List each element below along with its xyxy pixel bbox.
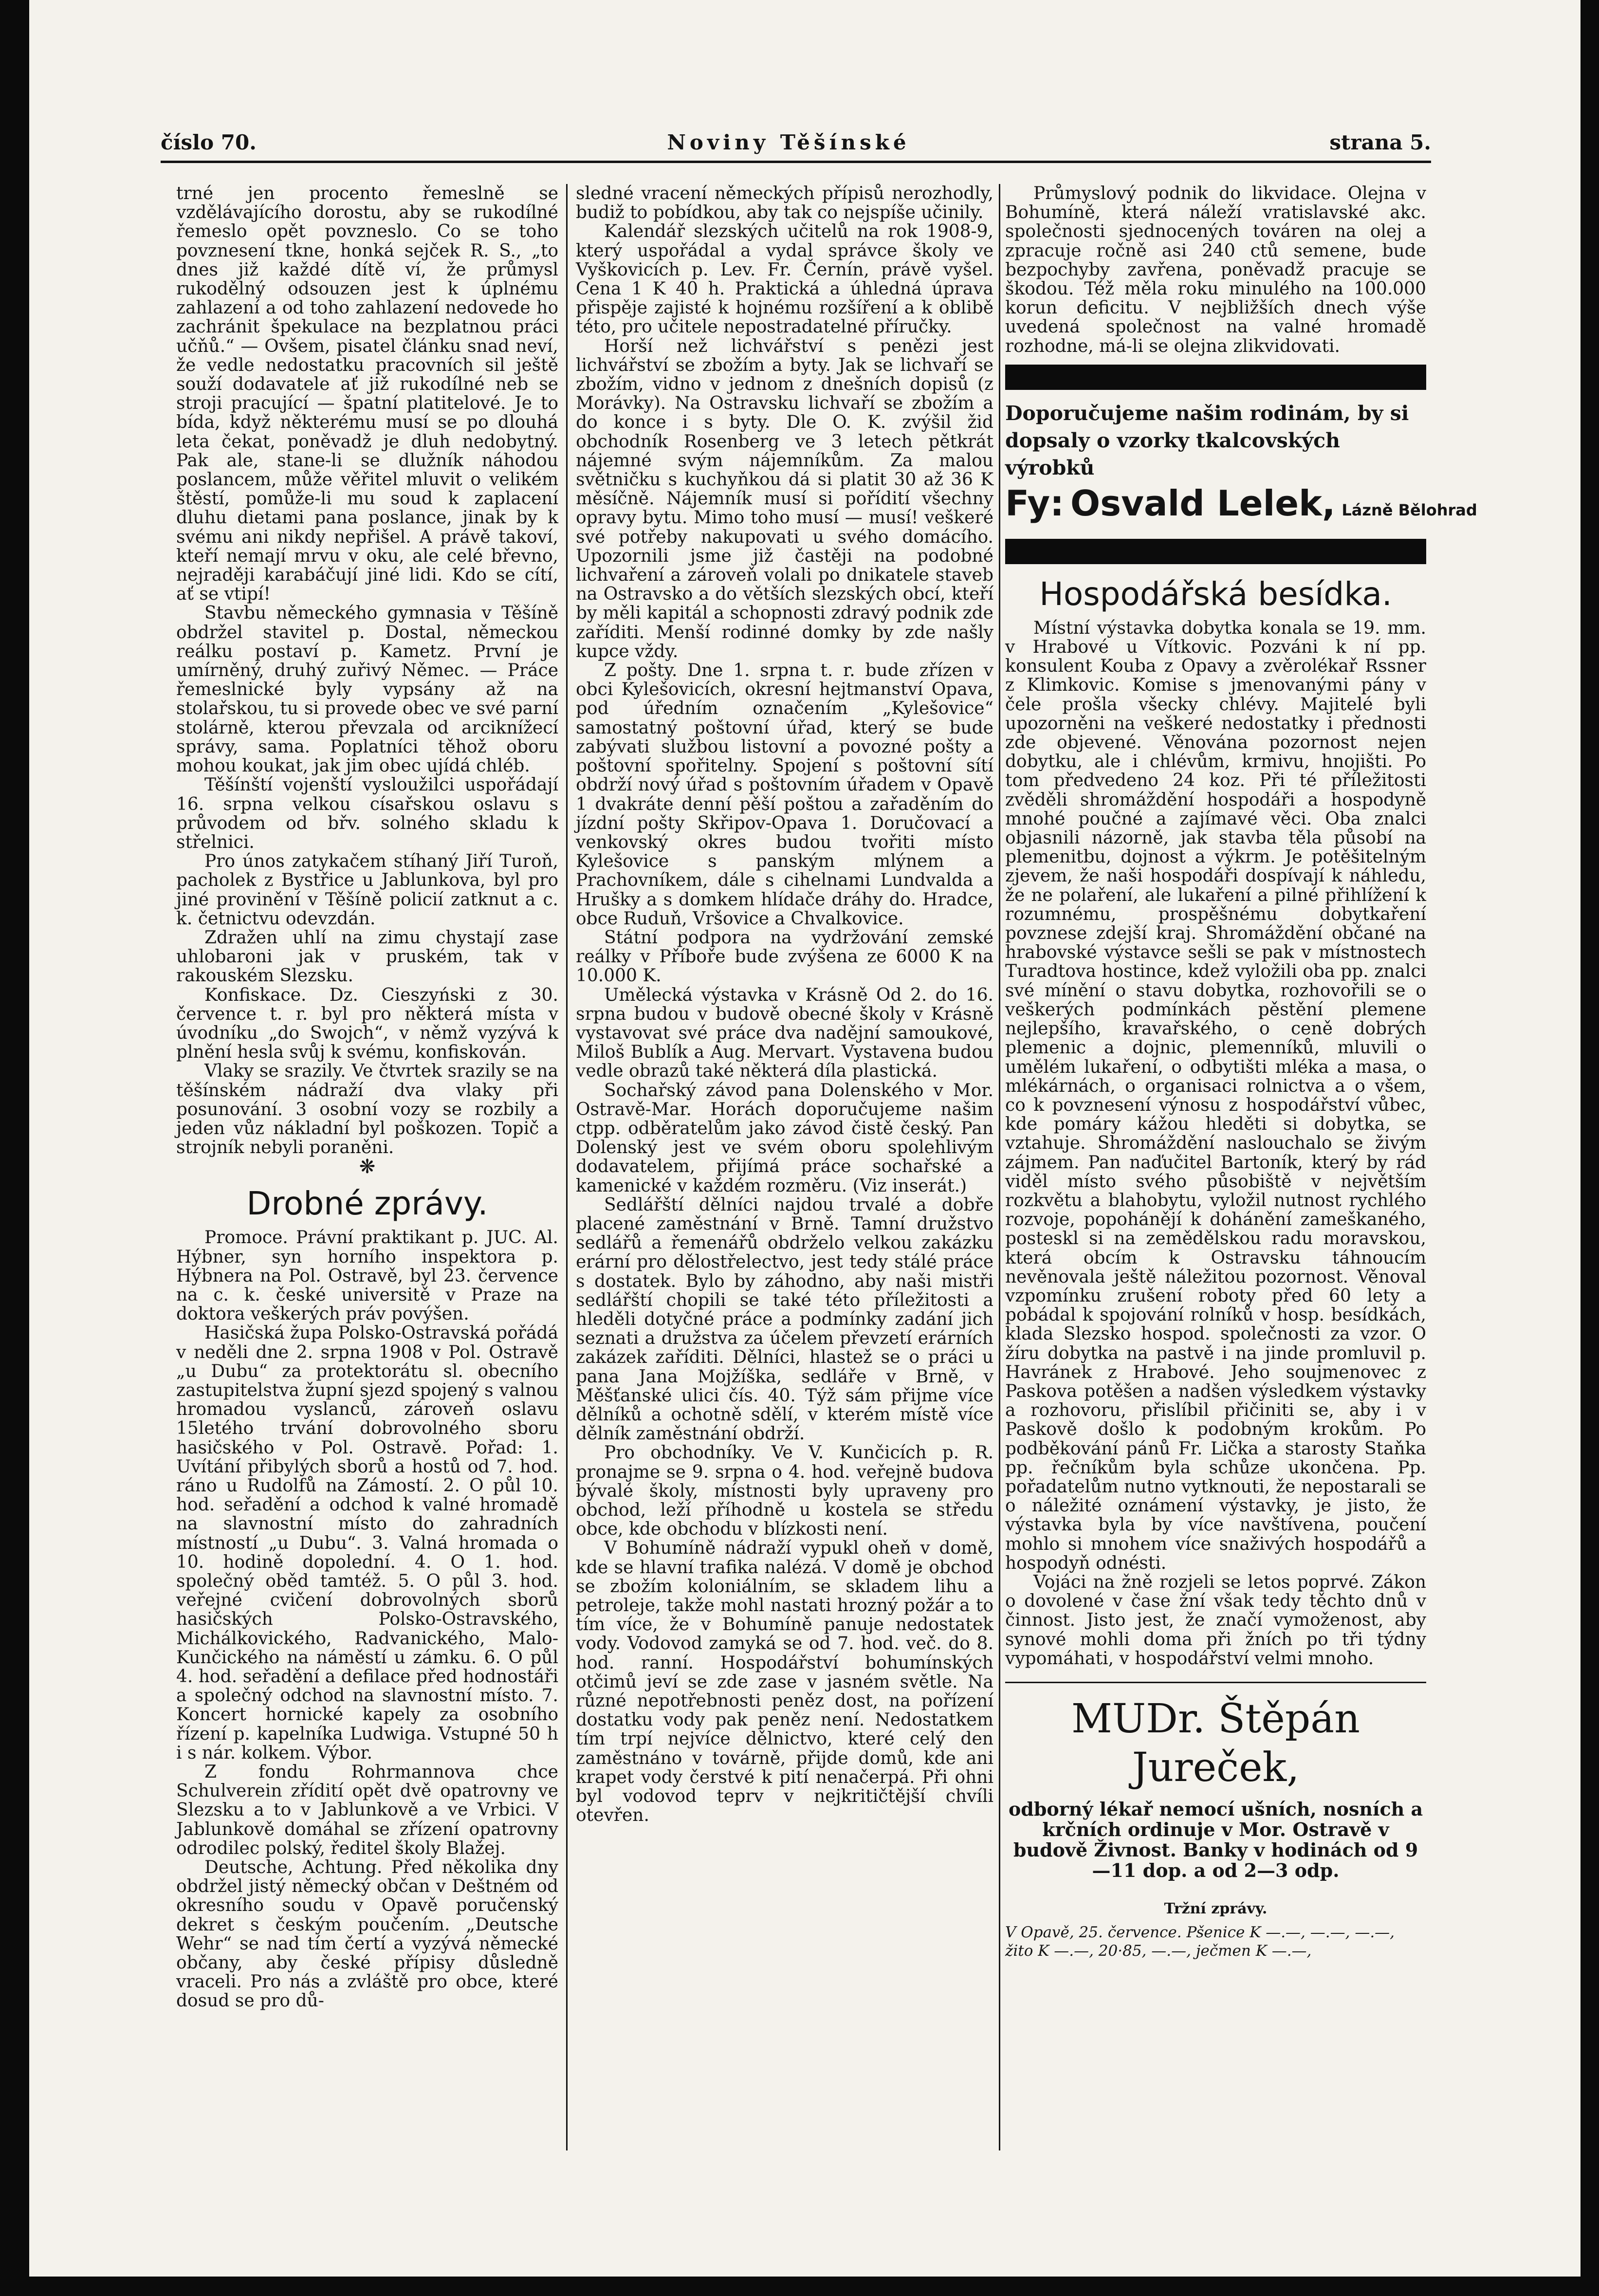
- article-text: Z pošty. Dne 1. srpna t. r. bude zřízen v obci Kylešovicích, okresní hejtmanství Opava, pod úředním označením „Kylešovice“ samostatný poštovní úřad, který se bude zabývati službou listovní a povozné pošty a poštovní spořitelny. Spojení s poštovní sítí obdrží nový úřad s poštovním úřadem v Opavě 1 dvakráte denní pěší poštou a zařaděním do jízdní pošty Skřipov-Opava 1. Doručovací a venkovský okres budou tvořiti místo Kylešovice s panským mlýnem a Prachovníkem, dále s cihelnami Lundvalda a Hrušky a s domkem hlídače dráhy do. Hradce, obce Ruduň, Vršovice a Chvalkovice.: [576, 661, 993, 929]
- article-text: Vojáci na žně rozjeli se letos poprvé. Zákon o dovolené v čase žní však tedy těchto dnů v činnost. Jisto jest, že značí vymoženost, aby synové mohli doma při žních po tři týdny vypomáhati, v hospodářství velmi mnoho.: [1005, 1572, 1426, 1669]
- article-text: Místní výstavka dobytka konala se 19. mm. v Hrabové u Vítkovic. Pozváni k ní pp. konsulent Kouba z Opavy a zvěrolékař Rssner z Klimkovic. Komise s jmenovanými pány v čele prošla všecky chlévy. Majitelé byli upozorněni na veškeré nedostatky i přednosti zde objevené. Věnována pozornost nejen dobytku, ale i chlévům, krmivu, hnojišti. Po tom předvedeno 24 koz. Při té příležitosti zvěděli shromáždění hospodáři a hospodyně mnohé poučné a zajímavé věci. Oba znalci objasnili názorně, jak stavba těla působí na plemenitbu, dojnost a výkrm. Je potěšitelným zjevem, že naši hospodáři dospívají k náhledu, že ne polaření, ale lukaření a pilné přihlížení k rozumnému, prospěšnému dobytkaření povznese zdejší kraj. Shromáždění občané na hrabovské výstavce sešli se pak v místnostech Turadtova hostince, kdež vyložili oba pp. znalci své mínění o stavu dobytka, rozhovořili se o veškerých podmínkách pěstění plemene nejlepšího, kravařského, o ceně dobrých plemenic a dojnic, plemenníků, mluvili o umělém lukaření, o odbytišti mléka a masa, o mlékárnách, o organisaci rolnictva a o všem, co k povznesení výnosu z hospodářství vůbec, kde pomáry kážou hleděti si dobytka, se vztahuje. Shromáždění naslouchalo se živým zájmem. Pan naďučitel Bartoník, který by rád viděl místo svého působiště v největším rozkvětu a blahobytu, vyložil nutnost rychlého rozvoje, popohánějí k dohánění zameškaného, posteskl si na zemědělskou radu moravskou, která obcím k Ostravsku táhnoucím nevěnovala ještě náležitou pozornost. Věnoval vzpomínku zrušení roboty před 60 lety a pobádal k spojování rolníků v hosp. besídkách, klada Slezsko hospod. společnosti za vzor. O žíru dobytka na pastvě i na jinde promluvil p. Havránek z Hrabové. Jeho soujmenovec z Paskova potěšen a nadšen výsledkem výstavky a rozhovoru, přislíbil přičiniti se, aby i v Paskově došlo k podobným krokům. Po podběkování pánů Fr. Lička a starosty Staňka pp. řečníkům byla schůze ukončena. Pp. pořadatelům nutno vytknouti, že nepostarali se o náležité oznámení výstavky, je jisto, že výstavka byla by více navštívena, poučení mohlo si mnohem více snaživých hospodářů a hospodyň odnésti.: [1005, 618, 1426, 1573]
- issue-number: číslo 70.: [161, 130, 257, 154]
- market-title: Tržní zprávy.: [1164, 1900, 1268, 1917]
- article-text: Sedlářští dělníci najdou trvalé a dobře placené zaměstnání v Brně. Tamní družstvo sedlářů a řemenářů obdrželo velkou zakázku erární pro dělostřelectvo, jest tedy stálé práce s dostatek. Bylo by záhodno, aby naši mistři sedlářští chopili se také této příležitosti a hleděli dotyčné práce a podmínky zadání jich seznati a družstva za účelem převzetí erárních zakázek zaříditi. Dělníci, hlastež se o práci u pana Jana Mojžíška, sedláře v Brně, v Měšťanské ulici čís. 40. Týž sám přijme více dělníků a ochotně sdělí, v kterém místě více dělník zaměstnání obdrží.: [576, 1194, 993, 1444]
- article-text: Pro obchodníky. Ve V. Kunčicích p. R. pronajme se 9. srpna o 4. hod. veřejně budova bývalé školy, místnosti byly upraveny pro obchod, leží příhodně u kostela se středu obce, kde obchodu v blízkosti není.: [576, 1443, 993, 1540]
- column-3: [1005, 184, 1477, 2141]
- article-text: Promoce. Právní praktikant p. JUC. Al. Hýbner, syn horního inspektora p. Hýbnera na Pol. Ostravě, byl 23. července na c. k. české universitě v Praze na doktora veškerých práv povýšen.: [176, 1228, 558, 1324]
- ad-rule: [1005, 1682, 1426, 1683]
- article-text: trné jen procento řemeslně se vzdělávajícího dorostu, aby se rukodílné řemeslo opět povzneslo. Co se toho povznesení tkne, honká sejček R. S., „to dnes již každé dítě ví, že průmysl rukodělný odsouzen jest k úplnému zahlazení a od toho zahlazení nedovede ho zachránit špekulace na bezplatnou práci učňů.“ — Ovšem, pisatel článku snad neví, že vedle nedostatku pracovních sil ještě souží dodavatele ať již rukodílné neb se stroji pracující — špatní platitelové. Je to bída, když některému musí se po dlouhá leta čekat, poněvadž je dluh nedobytný. Pak ale, stane-li se dlužník náhodou poslancem, může věřitel mluvit o velikém štěstí, pomůže-li mu soud k zaplacení dluhu dietami pana poslance, jinak by k svému ani nikdy nepřišel. A právě takoví, kteří nemají mrvu v oku, ale celé břevno, nejraději karabáčují jiné lidi. Kdo se cítí, ať se vtipí!: [176, 184, 558, 605]
- article-text: Průmyslový podnik do likvidace. Olejna v Bohumíně, která náleží vratislavské akc. společnosti sjednocených továren na olej a zpracuje ročně asi 240 ctů semene, bude bezpochyby zavřena, poněvadž pracuje se škodou. Též měla roku minulého na 100.000 korun deficitu. V nejbližších dnech výše uvedená společnost na valné hromadě rozhodne, má-li se olejna zlikvidovati.: [1005, 184, 1426, 356]
- masthead-title: Noviny Těšínské: [667, 130, 910, 154]
- column-divider: [999, 184, 1000, 2150]
- article-text: Kalendář slezských učitelů na rok 1908-9, který uspořádal a vydal správce školy ve Vyškovicích p. Lev. Fr. Černín, právě vyšel. Cena 1 K 40 h. Praktická a úhledná úprava přispěje zajisté k hojnému rozšíření a k oblibě této, pro učitele nepostradatelné příručky.: [576, 221, 993, 337]
- market-prices: V Opavě, 25. července. Pšenice K —.—, —.—, —.—, žito K —.—, 20·85, —.—, ječmen K —.—,: [1005, 1924, 1395, 1960]
- column-divider: [566, 184, 568, 2150]
- article-text: Horší než lichvářství s penězi jest lichvářství se zbožím a byty. Jak se lichvaří se zbožím, vidno v jednom z dnešních dopisů (z Morávky). Na Ostravsku lichvaří se zbožím a do konce i s byty. Dle O. K. zvýšil žid obchodník Rosenberg ve 3 letech pětkrát nájemné svým nájemníkům. Za malou světničku s kuchyňkou dá si platit 30 až 36 K měsíčně. Nájemník musí si pořídití všechny opravy bytu. Mimo toho musí — musí! veškeré své potřeby nakupovati u svého domácího. Upozornili jsme již častěji na podobné lichvaření a zároveň volali po dnikatele staveb na Ostravsko a do větších slezských obcí, kteří by měli kapitál a schopnosti zdravý podnik zde zaříditi. Menší rodinné domky by zde našly kupce vždy.: [576, 336, 993, 661]
- article-text: Deutsche, Achtung. Před několika dny obdržel jistý německý občan v Deštném od okresního soudu v Opavě poručenský dekret s českým poučením. „Deutsche Wehr“ se nad tím čertí a vyzývá německé občany, aby české přípisy důsledně vraceli. Pro nás a zvláště pro obce, které dosud se pro dů-: [176, 1857, 558, 2011]
- ad-text: Doporučujeme našim rodinám, by si dopsaly o vzorky tkalcovských výrobků: [1005, 401, 1409, 479]
- ad-firm-name: Osvald Lelek,: [1070, 482, 1336, 524]
- column-1: [176, 184, 558, 2141]
- column-2: [576, 184, 993, 2141]
- article-text: Hasičská župa Polsko-Ostravská pořádá v neděli dne 2. srpna 1908 v Pol. Ostravě „u Dubu“ za protektorátu sl. obecního zastupitelstva župní sjezd spojený s valnou hromadou vyslanců, zároveň oslavu 15letého trvání dobrovolného sboru hasičského v Pol. Ostravě. Pořad: 1. Uvítání přibylých sborů a hostů od 7. hod. ráno u Rudolfů na Zámostí. 2. O půl 10. hod. seřadění a odchod k valné hromadě na slavnostní místo do zahradních místností „u Dubu“. 3. Valná hromada o 10. hodině dopolední. 4. O 1. hod. společný oběd tamtéž. 5. O půl 3. hod. veřejné cvičení dobrovolných sborů hasičských Polsko-Ostravského, Michálkovického, Radvanického, Malo-Kunčického na náměstí u zámku. 6. O půl 4. hod. seřadění a defilace před hodnostáři a společný odchod na slavnostní místo. 7. Koncert hornické kapely za osobního řízení p. kapelníka Ludwiga. Vstupné 50 h i s nár. kolkem. Výbor.: [176, 1323, 558, 1763]
- article-text: Konfiskace. Dz. Cieszyński z 30. července t. r. byl pro některá místa v úvodníku „do Swojch“, v němž vyzývá k plnění hesla svůj k svému, konfiskován.: [176, 985, 558, 1063]
- scan-edge-bottom: [0, 2277, 1599, 2296]
- scan-edge-right: [1581, 0, 1599, 2296]
- article-text: Státní podpora na vydržování zemské reálky v Příboře bude zvýšena ze 6000 K na 10.000 K.: [576, 927, 993, 986]
- article-text: Stavbu německého gymnasia v Těšíně obdržel stavitel p. Dostal, německou reálku postaví p. Kametz. První je umírněný, druhý zuřivý Němec. — Práce řemeslnické byly vypsány až na stolařskou, tu si provede obec ve své parní stolárně, kterou převzala od arciknížecí správy, sama. Poplatníci těhož oboru mohou koukat, jak jim obec ujídá chléb.: [176, 603, 558, 776]
- scan-edge-left: [0, 0, 29, 2296]
- article-text: Umělecká výstavka v Krásně Od 2. do 16. srpna budou v budově obecné školy v Krásně vystavovat své práce dva nadějní samoukové, Miloš Bublík a Aug. Mervart. Vystavena budou vedle obrazů také některá díla plastická.: [576, 985, 993, 1082]
- article-text: Sochařský závod pana Dolenského v Mor. Ostravě-Mar. Horách doporučujeme našim ctpp. odběratelům jako závod čistě český. Pan Dolenský jest ve svém oboru spolehlivým dodavatelem, přijímá práce sochařské a kamenické v každém rozměru. (Viz inserát.): [576, 1080, 993, 1196]
- section-title: Hospodářská besídka.: [1039, 575, 1392, 613]
- ad-border-bar: [1005, 365, 1426, 390]
- article-text: Zdražen uhlí na zimu chystají zase uhlobaroni jak v pruském, tak v rakouském Slezsku.: [176, 927, 558, 986]
- article-text: sledné vracení německých přípisů nerozhodly, budiž to pobídkou, aby tak co nejspíše učinily.: [576, 184, 993, 223]
- ad-firm-prefix: Fy:: [1005, 482, 1064, 524]
- ad-firm-place: Lázně Bělohrad: [1342, 500, 1477, 519]
- page-number: strana 5.: [1329, 130, 1431, 154]
- header-rule: [161, 161, 1431, 163]
- article-text: Vlaky se srazily. Ve čtvrtek srazily se na těšínském nádraží dva vlaky při posunování. 3 osobní vozy se rozbily a jeden vůz nákladní byl poškozen. Topič a strojník nebyli poraněni.: [176, 1061, 558, 1158]
- doctor-ad-name: MUDr. Štěpán Jureček,: [1071, 1696, 1360, 1791]
- doctor-ad-text: odborný lékař nemocí ušních, nosních a krčních ordinuje v Mor. Ostravě v budově Živnost. Banky v hodinách od 9—11 dop. a od 2—3 odp.: [1008, 1798, 1423, 1881]
- article-text: Pro únos zatykačem stíhaný Jiří Turoň, pacholek z Bystřice u Jablunkova, byl pro jiné provinění v Těšíně policií zatknut a c. k. četnictvu odevzdán.: [176, 851, 558, 929]
- article-text: Těšínští vojenští vysloužilci uspořádají 16. srpna velkou císařskou oslavu s průvodem od břv. solného skladu k střelnici.: [176, 775, 558, 852]
- section-title: Drobné zprávy.: [246, 1185, 488, 1223]
- star-ornament-icon: ❋: [359, 1156, 376, 1178]
- page-header: [146, 128, 1431, 162]
- ad-border-bar: [1005, 539, 1426, 564]
- article-text: V Bohumíně nádraží vypukl oheň v domě, kde se hlavní trafika nalézá. V domě je obchod se zbožím koloniálním, se skladem lihu a petroleje, takže mohl nastati hrozný požár a to tím více, že v Bohumíně panuje nedostatek vody. Vodovod zamyká se od 7. hod. več. do 8. hod. ranní. Hospodářství bohumínských otčimů jeví se zde zase v jasném světle. Na různé nepotřebnosti peněz dost, na pořízení dostatku vody pak peněz není. Nedostatkem tím trpí nejvíce dělnictvo, které celý den zaměstnáno v továrně, přijde domů, kde ani krapet vody čerstvé k pití nenačerpá. Při ohni byl vodovod teprv v nejkritičtější chvíli otevřen.: [576, 1538, 993, 1826]
- ad-firm: [1005, 482, 1477, 530]
- article-text: Z fondu Rohrmannova chce Schulverein zřídití opět dvě opatrovny ve Slezsku a to v Jablunkově a ve Vrbici. V Jablunkově domáhal se zřízení opatrovny odrodilec polský, ředitel školy Blažej.: [176, 1762, 558, 1858]
